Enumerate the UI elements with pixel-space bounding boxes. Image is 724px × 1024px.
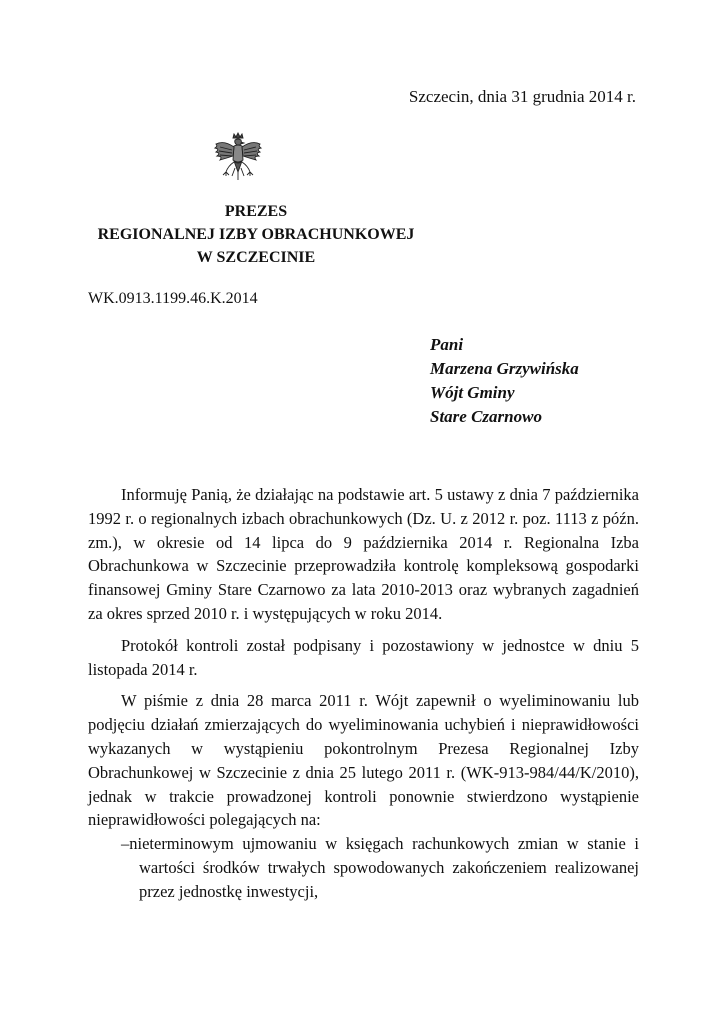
place-date: Szczecin, dnia 31 grudnia 2014 r.: [408, 87, 636, 106]
body-paragraph-2: Protokół kontroli został podpisany i pozostawiony w jednostce w dniu 5 listopada 2014 r.: [88, 635, 639, 679]
reference-number: WK.0913.1199.46.K.2014: [88, 290, 258, 307]
body-paragraph-1: Informuję Panią, że działając na podstawie art. 5 ustawy z dnia 7 października 1992 r. o regionalnych izbach obrachunkowych (Dz. U. z 2012 r. poz. 1113 z późn. zm.), w okresie od 14 lipca do 9 października 2014 r. Regionalna Izba Obrachunkowa w Szczecinie przeprowadziła kontrolę kompleksową gospodarki finansowej Gminy Stare Czarnowo za lata 2010-2013 oraz wybranych zagadnień za okres sprzed 2010 r. i występujących w roku 2014.: [88, 485, 639, 623]
recipient-title: Wójt Gminy: [430, 383, 515, 402]
issuer-line-2: REGIONALNEJ IZBY OBRACHUNKOWEJ: [97, 226, 415, 243]
polish-eagle-emblem-icon: [212, 132, 264, 186]
issuer-line-3: W SZCZECINIE: [196, 249, 316, 266]
issuer-heading: [84, 200, 428, 269]
recipient-place: Stare Czarnowo: [430, 407, 542, 426]
recipient-name: Marzena Grzywińska: [430, 359, 579, 378]
body-bullet-1: –nieterminowym ujmowaniu w księgach rachunkowych zmian w stanie i wartości środków trwałych spowodowanych zakończeniem realizowanej przez jednostkę inwestycji,: [121, 834, 639, 901]
letter-body: [88, 483, 639, 904]
recipient-block: [430, 333, 579, 429]
recipient-salutation: Pani: [430, 335, 464, 354]
body-paragraph-3: W piśmie z dnia 28 marca 2011 r. Wójt zapewnił o wyeliminowaniu lub podjęciu działań zmierzających do wyeliminowania uchybień i nieprawidłowości wykazanych w wystąpieniu pokontrolnym Prezesa Regionalnej Izby Obrachunkowej w Szczecinie z dnia 25 lutego 2011 r. (WK-913-984/44/K/2010), jednak w trakcie prowadzonej kontroli ponownie stwierdzono wystąpienie nieprawidłowości polegających na:: [88, 691, 639, 830]
issuer-line-1: PREZES: [224, 203, 288, 220]
